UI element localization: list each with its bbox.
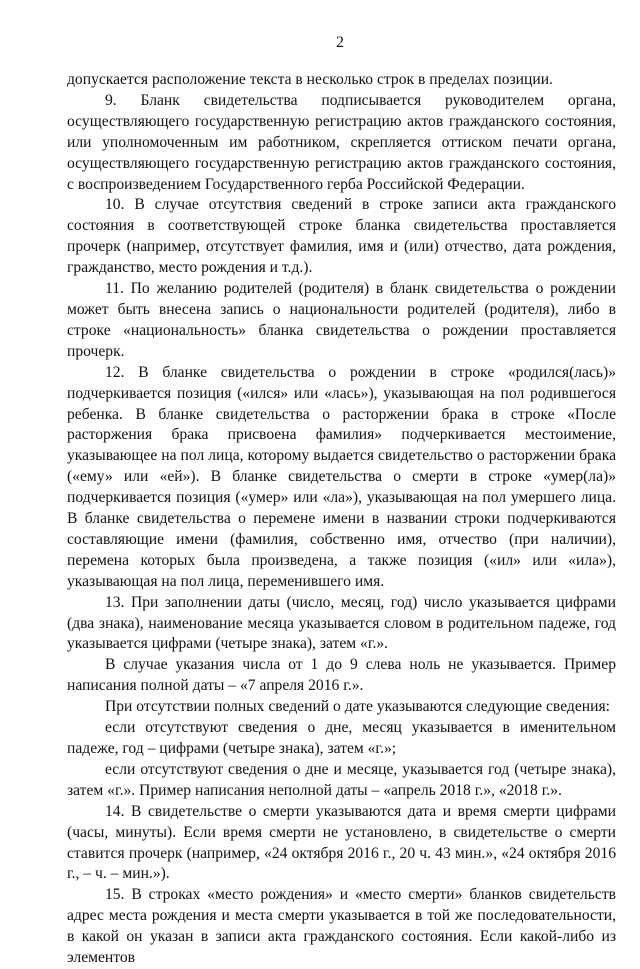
page-number: 2 <box>336 34 344 51</box>
paragraph: 9. Бланк свидетельства подписывается руководителем органа, осуществляющего государственную регистрацию актов гражданского состояния, или уполномоченным им работником, скрепляется оттиском печати органа, осуществляющего государственную регистрацию актов гражданского состояния, с воспроизведением Государственного герба Российской Федерации. <box>67 91 616 193</box>
paragraph: допускается расположение текста в несколько строк в пределах позиции. <box>67 71 553 88</box>
document-body <box>67 70 616 969</box>
paragraph: 15. В строках «место рождения» и «место смерти» бланков свидетельств адрес места рождения и места смерти указывается в той же последовательности, в какой он указан в записи акта гражданского состояния. Если какой-либо из элементов <box>67 886 616 967</box>
paragraph: 14. В свидетельстве о смерти указываются дата и время смерти цифрами (часы, минуты). Если время смерти не установлено, в свидетельстве о смерти ставится прочерк (например, «24 октября 2016 г., 20 ч. 43 мин.», «24 октября 2016 г., – ч. – мин.»). <box>67 802 616 883</box>
paragraph: При отсутствии полных сведений о дате указываются следующие сведения: <box>105 698 610 716</box>
paragraph: 12. В бланке свидетельства о рождении в строке «родился(лась)» подчеркивается позиция («ился» или «лась»), указывающая на пол родившегося ребенка. В бланке свидетельства о расторжении брака в строке «После расторжения брака присвоена фамилия» подчеркивается местоимение, указывающее на пол лица, которому выдается свидетельство о расторжении брака («ему» или «ей»). В бланке свидетельства о смерти в строке «умер(ла)» подчеркивается позиция («умер» или «ла»), указывающая на пол умершего лица. В бланке свидетельства о перемене имени в названии строки подчеркиваются составляющие имени (фамилия, собственно имя, отчество (при наличии), перемена которых была произведена, а также позиция («ил» или «ила»), указывающая на пол лица, переменившего имя. <box>67 363 616 590</box>
paragraph: 11. По желанию родителей (родителя) в бланк свидетельства о рождении может быть внесена запись о национальности родителей (родителя), либо в строке «национальность» бланка свидетельства о рождении проставляется прочерк. <box>67 280 616 360</box>
paragraph: 10. В случае отсутствия сведений в строке записи акта гражданского состояния в соответствующей строке бланка свидетельства проставляется прочерк (например, отсутствует фамилия, имя и (или) отчество, дата рождения, гражданство, место рождения и т.д.). <box>67 196 616 277</box>
paragraph: 13. При заполнении даты (число, месяц, год) число указывается цифрами (два знака), наименование месяца указывается словом в родительном падеже, год указывается цифрами (четыре знака), затем «г.». <box>67 593 616 653</box>
paragraph: если отсутствуют сведения о дне и месяце, указывается год (четыре знака), затем «г.». Пример написания неполной даты – «апрель 2018 г.», «2018 г.». <box>67 760 616 799</box>
paragraph: В случае указания числа от 1 до 9 слева ноль не указывается. Пример написания полной даты – «7 апреля 2016 г.». <box>67 656 616 695</box>
paragraph: если отсутствуют сведения о дне, месяц указывается в именительном падеже, год – цифрами (четыре знака), затем «г.»; <box>67 719 616 757</box>
